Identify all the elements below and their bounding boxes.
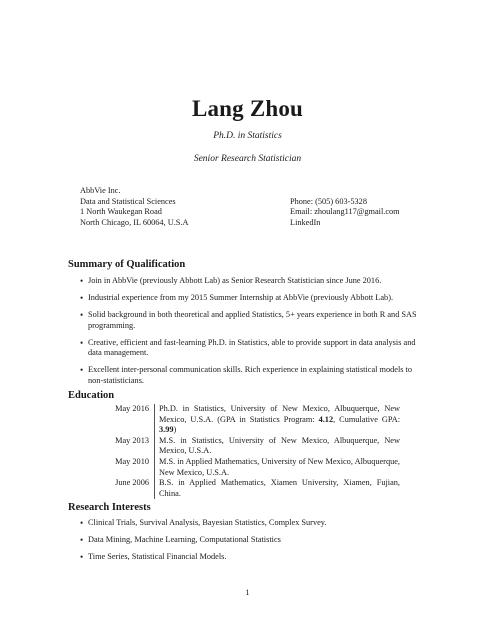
address-line: Data and Statistical Sciences bbox=[80, 196, 176, 206]
list-item: • Excellent inter-personal communication skills. Rich experience in explaining statistical models to non-statisticians. bbox=[80, 365, 428, 386]
education-heading: Education bbox=[68, 390, 115, 401]
phone-text: Phone: (505) 603-5328 bbox=[290, 196, 367, 206]
education-description bbox=[154, 404, 400, 436]
education-list bbox=[80, 404, 400, 499]
education-date: May 2013 bbox=[115, 435, 149, 445]
education-description: B.S. in Applied Mathematics, Xiamen University, Xiamen, Fujian, China. bbox=[154, 478, 400, 499]
degree-subtitle: Ph.D. in Statistics bbox=[213, 131, 282, 141]
address-line: 1 North Waukegan Road bbox=[80, 207, 162, 216]
list-item: • Time Series, Statistical Financial Models. bbox=[80, 552, 428, 563]
education-description: M.S. in Statistics, University of New Mexico, Albuquerque, New Mexico, U.S.A. bbox=[154, 436, 400, 457]
education-entry bbox=[80, 457, 400, 478]
address-line: North Chicago, IL 60064, U.S.A bbox=[80, 217, 189, 227]
qualification-list bbox=[80, 276, 428, 393]
list-item: • Data Mining, Machine Learning, Computational Statistics bbox=[80, 535, 428, 546]
education-date: June 2006 bbox=[115, 478, 149, 488]
education-text: ) bbox=[173, 425, 177, 435]
list-item: • Solid background in both theoretical and applied Statistics, 5+ years experience in both R and SAS programming. bbox=[80, 310, 428, 331]
contact-block bbox=[290, 186, 400, 228]
education-date: May 2016 bbox=[115, 404, 149, 413]
cumulative-gpa-value: 3.99 bbox=[159, 425, 174, 435]
education-entry bbox=[80, 436, 400, 457]
list-item: • Industrial experience from my 2015 Summer Internship at AbbVie (previously Abbott Lab). bbox=[80, 293, 428, 304]
cv-name: Lang Zhou bbox=[191, 96, 304, 121]
list-item: • Join in AbbVie (previously Abbott Lab) as Senior Research Statistician since June 2016. bbox=[80, 276, 428, 287]
gpa-value: 4.12 bbox=[318, 414, 334, 424]
education-text: , Cumulative GPA: bbox=[333, 414, 401, 424]
list-item: • Creative, efficient and fast-learning Ph.D. in Statistics, able to provide support in data analysis and data management. bbox=[80, 338, 428, 359]
email-link[interactable]: Email: zhoulang117@gmail.com bbox=[290, 207, 400, 216]
education-entry bbox=[80, 478, 400, 499]
research-list bbox=[80, 518, 428, 569]
address-line: AbbVie Inc. bbox=[80, 186, 121, 195]
education-entry bbox=[80, 404, 400, 436]
page-number: 1 bbox=[245, 588, 250, 597]
education-date: May 2010 bbox=[115, 456, 149, 466]
position-subtitle: Senior Research Statistician bbox=[193, 154, 302, 164]
qualification-heading: Summary of Qualification bbox=[68, 259, 186, 270]
education-text: Ph.D. in Statistics, University of New Mexico, Albuquerque, New Mexico, U.S.A. (GPA in Statistics Program: bbox=[159, 404, 400, 424]
linkedin-link[interactable]: LinkedIn bbox=[290, 217, 321, 227]
research-heading: Research Interests bbox=[68, 502, 151, 513]
address-block bbox=[80, 186, 188, 228]
education-description: M.S. in Applied Mathematics, University of New Mexico, Albuquerque, New Mexico, U.S.A. bbox=[154, 457, 400, 478]
list-item: • Clinical Trials, Survival Analysis, Bayesian Statistics, Complex Survey. bbox=[80, 518, 428, 529]
